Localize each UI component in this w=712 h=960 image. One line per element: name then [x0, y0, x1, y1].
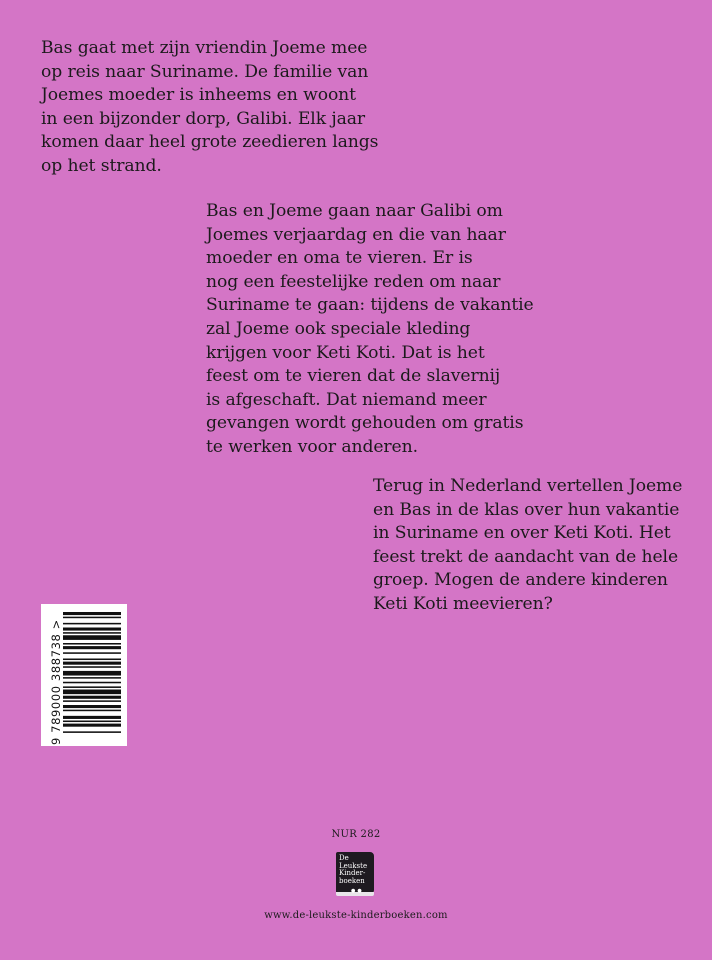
barcode-bar — [63, 635, 121, 640]
blurb-line: feest trekt de aandacht van de hele — [373, 546, 679, 567]
blurb-line: moeder en oma te vieren. Er is — [206, 248, 473, 269]
blurb-line: Bas en Joeme gaan naar Galibi om — [206, 201, 503, 221]
blurb-line: zal Joeme ook speciale kleding — [206, 318, 471, 339]
blurb-line: krijgen voor Keti Koti. Dat is het — [206, 342, 485, 363]
barcode-bar — [63, 646, 121, 649]
blurb-line: Keti Koti meevieren? — [373, 593, 553, 614]
barcode-bar — [63, 632, 121, 634]
blurb-line: op reis naar Suriname. De familie van — [41, 61, 369, 82]
barcode-bar — [63, 643, 121, 645]
blurb-line: Joemes verjaardag en die van haar — [206, 224, 506, 245]
barcode-bar — [63, 659, 121, 661]
barcode-bar — [63, 686, 121, 688]
barcode-bar — [63, 716, 121, 719]
barcode-bar — [63, 662, 121, 665]
blurb-line: feest om te vieren dat de slavernij — [206, 366, 501, 387]
nur-code: NUR 282 — [331, 829, 381, 840]
barcode-bar — [63, 666, 121, 668]
barcode-bar — [63, 724, 121, 727]
barcode-bar — [63, 628, 121, 631]
blurb-line: nog een feestelijke reden om naar — [206, 271, 501, 292]
blurb-line: te werken voor anderen. — [206, 436, 418, 457]
barcode-bar — [63, 721, 121, 723]
blurb-line: Suriname te gaan: tijdens de vakantie — [206, 295, 534, 316]
blurb-paragraph-2 — [206, 200, 534, 460]
blurb-line: Joemes moeder is inheems en woont — [41, 85, 356, 106]
logo-text: Kinder- — [339, 869, 366, 877]
barcode-bar — [63, 696, 121, 699]
blurb-line: gevangen wordt gehouden om gratis — [206, 413, 524, 434]
blurb-line: in Suriname en over Keti Koti. Het — [373, 523, 671, 544]
blurb-paragraph-3 — [373, 475, 682, 617]
isbn-digits: 9 789000 388738 > — [49, 619, 63, 745]
blurb-line: in een bijzonder dorp, Galibi. Elk jaar — [41, 108, 366, 129]
barcode-bar — [63, 677, 121, 679]
face-icon: ●● — [351, 888, 364, 894]
barcode-bar — [63, 700, 121, 702]
blurb-line: Terug in Nederland vertellen Joeme — [373, 476, 683, 496]
blurb-line: groep. Mogen de andere kinderen — [373, 570, 668, 591]
logo-text: Leukste — [339, 861, 368, 870]
barcode-bar — [63, 705, 121, 708]
barcode-bar — [63, 682, 121, 684]
barcode-bar — [63, 690, 121, 695]
logo-text: boeken — [339, 876, 365, 885]
barcode-bar — [63, 652, 121, 654]
blurb-line: is afgeschaft. Dat niemand meer — [206, 389, 487, 410]
barcode-bar — [63, 710, 121, 712]
website-link[interactable]: www.de-leukste-kinderboeken.com — [264, 910, 448, 921]
blurb-line: en Bas in de klas over hun vakantie — [373, 499, 680, 520]
blurb-paragraph-1 — [41, 37, 378, 179]
isbn-barcode — [41, 604, 127, 746]
barcode-bar — [63, 731, 121, 733]
blurb-line: op het strand. — [41, 155, 162, 176]
logo-text: De — [339, 854, 349, 862]
barcode-bar — [63, 623, 121, 625]
barcode-bar — [63, 617, 121, 619]
blurb-line: komen daar heel grote zeedieren langs — [41, 132, 379, 153]
barcode-bar — [63, 612, 121, 615]
publisher-logo — [335, 852, 377, 898]
blurb-line: Bas gaat met zijn vriendin Joeme mee — [41, 38, 368, 58]
barcode-bar — [63, 671, 121, 676]
